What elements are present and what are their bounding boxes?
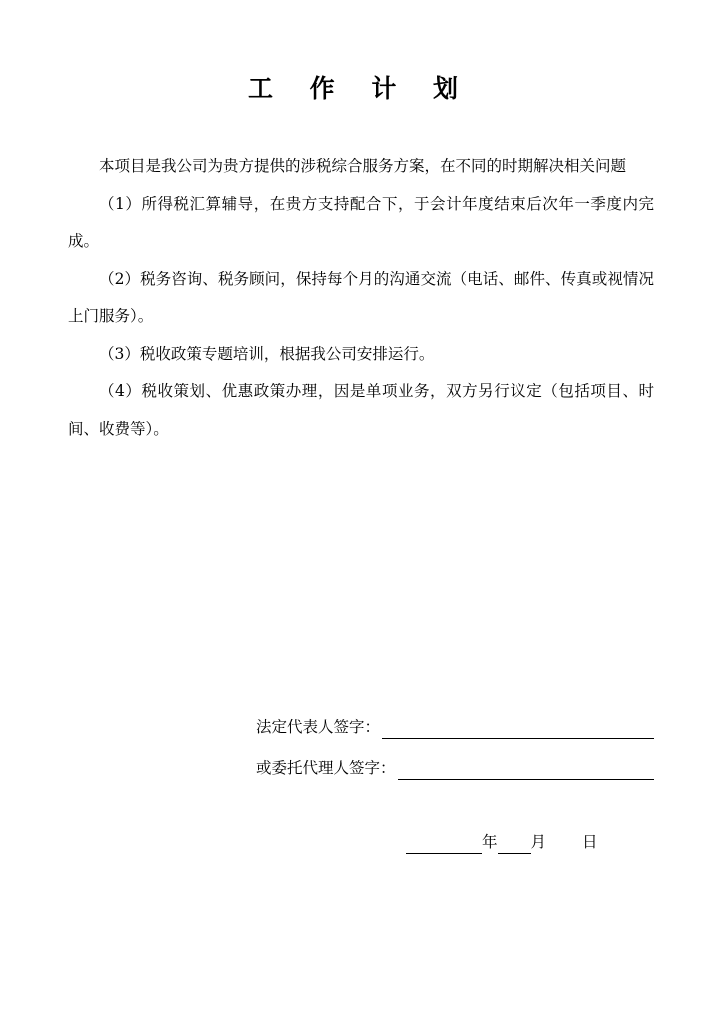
year-blank-line <box>406 835 482 854</box>
month-blank-line <box>498 835 531 854</box>
agent-signature-line <box>398 761 654 780</box>
agent-signature-label: 或委托代理人签字： <box>256 759 396 777</box>
date-row <box>406 830 598 854</box>
plan-item-2: （2）税务咨询、税务顾问，保持每个月的沟通交流（电话、邮件、传真或视情况上门服务）。 <box>68 269 654 325</box>
legal-rep-signature-line <box>382 720 654 739</box>
month-label: 月 <box>530 833 547 851</box>
document-body <box>68 148 654 448</box>
year-label: 年 <box>482 833 498 851</box>
document-title: 工 作 计 划 <box>247 74 473 103</box>
plan-item-3: （3）税收政策专题培训，根据我公司安排运行。 <box>99 344 435 363</box>
legal-rep-signature-label: 法定代表人签字： <box>256 718 381 736</box>
plan-item-4: （4）税收策划、优惠政策办理，因是单项业务，双方另行议定（包括项目、时间、收费等）。 <box>68 382 654 438</box>
legal-rep-signature-row <box>256 715 654 739</box>
day-label: 日 <box>582 833 598 851</box>
agent-signature-row <box>256 756 654 780</box>
intro-paragraph: 本项目是我公司为贵方提供的涉税综合服务方案，在不同的时期解决相关问题 <box>99 157 627 175</box>
plan-item-1: （1）所得税汇算辅导，在贵方支持配合下，于会计年度结束后次年一季度内完成。 <box>68 194 654 250</box>
